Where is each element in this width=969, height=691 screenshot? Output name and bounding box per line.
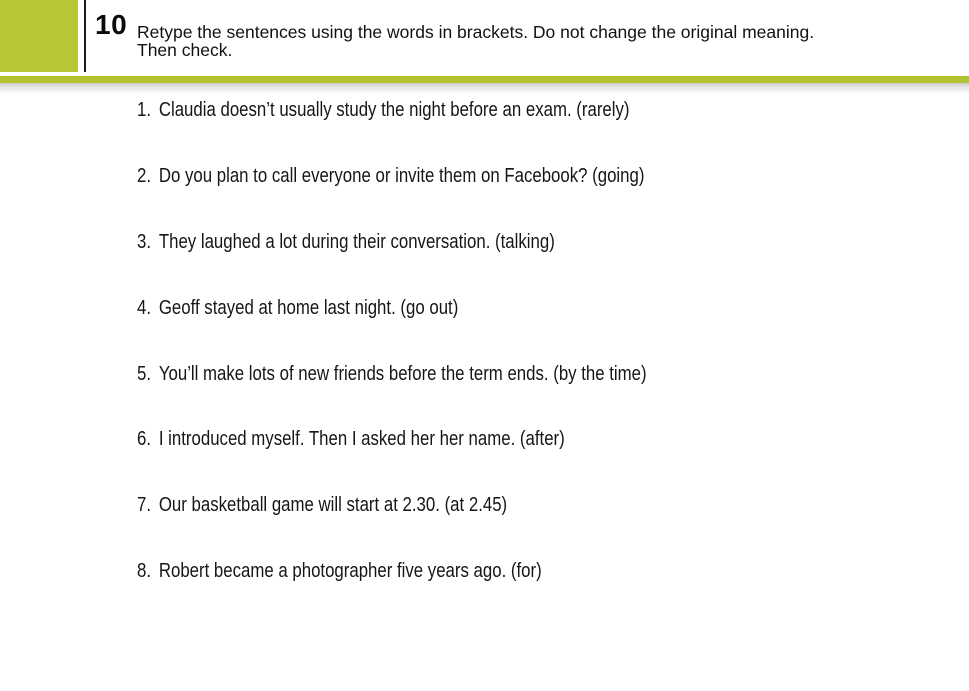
- item-text: Our basketball game will start at 2.30. (at 2.45): [158, 494, 508, 516]
- list-item: [137, 98, 630, 122]
- exercise-number: 10: [95, 9, 128, 40]
- list-item: [137, 230, 555, 254]
- item-number: 2.: [137, 165, 152, 187]
- list-item: [137, 296, 458, 320]
- item-number: 6.: [137, 428, 152, 450]
- list-item: [137, 559, 542, 583]
- item-text: Claudia doesn’t usually study the night before an exam. (rarely): [158, 99, 630, 121]
- header-underline-shadow: [0, 83, 969, 94]
- list-item: [137, 164, 644, 188]
- item-number: 3.: [137, 231, 152, 253]
- exercise-instruction: Retype the sentences using the words in brackets. Do not change the original meaning. Then check.: [137, 22, 815, 60]
- header-vertical-divider: [84, 0, 86, 72]
- item-number: 7.: [137, 494, 152, 516]
- item-text: Do you plan to call everyone or invite them on Facebook? (going): [158, 165, 645, 187]
- item-text: They laughed a lot during their conversation. (talking): [158, 231, 555, 253]
- item-number: 8.: [137, 560, 152, 582]
- list-item: [137, 362, 647, 386]
- list-item: [137, 427, 565, 451]
- item-text: Robert became a photographer five years ago. (for): [158, 560, 542, 582]
- item-text: Geoff stayed at home last night. (go out): [158, 297, 459, 319]
- item-number: 1.: [137, 99, 152, 121]
- accent-square: [0, 0, 78, 72]
- item-number: 5.: [137, 363, 152, 385]
- item-number: 4.: [137, 297, 152, 319]
- list-item: [137, 493, 507, 517]
- item-text: You’ll make lots of new friends before the term ends. (by the time): [158, 363, 647, 385]
- item-text: I introduced myself. Then I asked her her name. (after): [158, 428, 565, 450]
